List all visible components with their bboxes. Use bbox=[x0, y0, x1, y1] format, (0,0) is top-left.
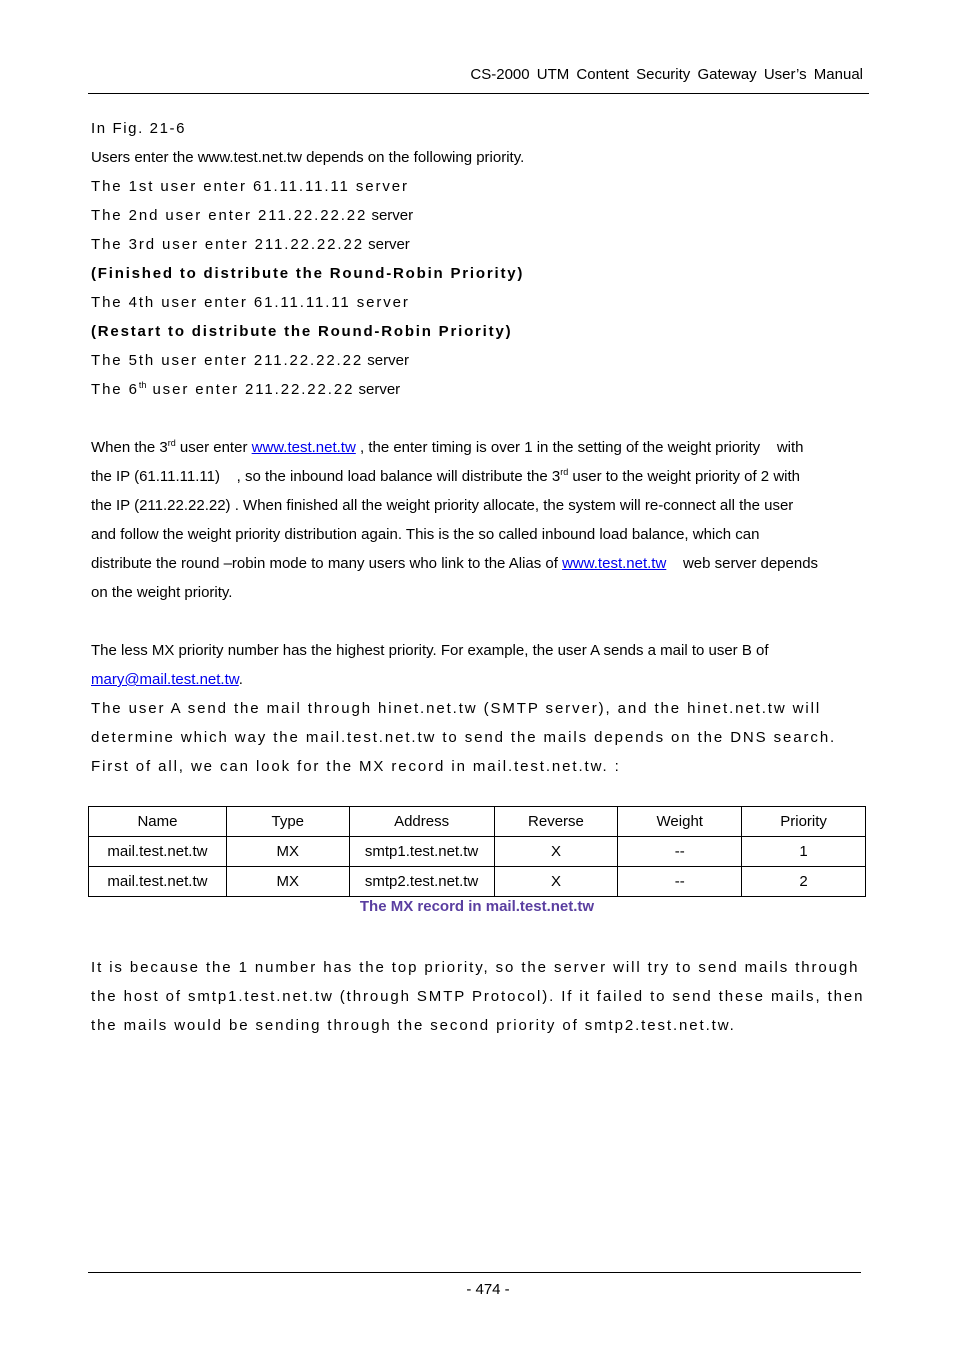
email-link[interactable]: mary@mail.test.net.tw bbox=[91, 671, 239, 688]
table-cell: smtp2.test.net.tw bbox=[349, 867, 494, 897]
weight-para-line-3: the IP (211.22.22.22) . When finished all the weight priority allocate, the system will re-connect all the user bbox=[91, 497, 794, 514]
mx-para-line-3: The user A send the mail through hinet.net.tw (SMTP server), and the hinet.net.tw will bbox=[91, 700, 822, 717]
table-cell: MX bbox=[226, 867, 349, 897]
user-1-line: The 1st user enter 61.11.11.11 server bbox=[91, 178, 409, 195]
finished-note: (Finished to distribute the Round-Robin Priority) bbox=[91, 265, 525, 282]
test-site-link[interactable]: www.test.net.tw bbox=[251, 439, 356, 456]
user-4-line: The 4th user enter 61.11.11.11 server bbox=[91, 294, 410, 311]
table-row bbox=[89, 837, 866, 867]
alias-site-link[interactable]: www.test.net.tw bbox=[562, 555, 667, 572]
mx-para-line-5: First of all, we can look for the MX record in mail.test.net.tw. : bbox=[91, 758, 621, 775]
table-cell: X bbox=[494, 837, 618, 867]
table-cell: -- bbox=[618, 837, 742, 867]
table-cell: smtp1.test.net.tw bbox=[349, 837, 494, 867]
table-cell: 1 bbox=[742, 837, 866, 867]
closing-paragraph bbox=[91, 953, 867, 1040]
weight-para-line-2: the IP (61.11.11.11) , so the inbound load balance will distribute the 3rd user to the weight priority of 2 with bbox=[91, 467, 800, 485]
header-cell: Priority bbox=[742, 807, 866, 837]
table-cell: -- bbox=[618, 867, 742, 897]
weight-para-line-4: and follow the weight priority distribution again. This is the so called inbound load balance, which can bbox=[91, 526, 760, 543]
closing-line-2: the host of smtp1.test.net.tw (through SMTP Protocol). If it failed to send these mails, then bbox=[91, 988, 865, 1005]
restart-note: (Restart to distribute the Round-Robin Priority) bbox=[91, 323, 513, 340]
user-5-line: The 5th user enter 211.22.22.22 server bbox=[91, 352, 409, 369]
page-number: - 474 - bbox=[466, 1281, 510, 1298]
user-2-line: The 2nd user enter 211.22.22.22 server bbox=[91, 207, 414, 224]
mx-para-line-2: mary@mail.test.net.tw. bbox=[91, 671, 243, 688]
page-header-title: CS-2000 UTM Content Security Gateway User’s Manual bbox=[470, 66, 863, 83]
header-cell: Type bbox=[226, 807, 349, 837]
table-cell: X bbox=[494, 867, 618, 897]
table-cell: mail.test.net.tw bbox=[89, 837, 227, 867]
mx-record-table-wrapper bbox=[88, 806, 866, 897]
footer-divider bbox=[88, 1272, 861, 1273]
table-cell: mail.test.net.tw bbox=[89, 867, 227, 897]
header-cell: Address bbox=[349, 807, 494, 837]
intro-lead: Users enter the www.test.net.tw depends on the following priority. bbox=[91, 149, 525, 166]
header-cell: Weight bbox=[618, 807, 742, 837]
closing-line-3: the mails would be sending through the second priority of smtp2.test.net.tw. bbox=[91, 1017, 736, 1034]
closing-line-1: It is because the 1 number has the top priority, so the server will try to send mails through bbox=[91, 959, 860, 976]
table-cell: 2 bbox=[742, 867, 866, 897]
table-header-row bbox=[89, 807, 866, 837]
main-content bbox=[91, 114, 867, 781]
weight-para-line-6: on the weight priority. bbox=[91, 584, 233, 601]
user-3-line: The 3rd user enter 211.22.22.22 server bbox=[91, 236, 410, 253]
weight-para-line-5: distribute the round –robin mode to many users who link to the Alias of www.test.net.tw web server depends bbox=[91, 555, 819, 572]
header-divider bbox=[88, 93, 869, 94]
table-row bbox=[89, 867, 866, 897]
mx-para-line-1: The less MX priority number has the highest priority. For example, the user A sends a mail to user B of bbox=[91, 642, 769, 659]
user-6-line: The 6th user enter 211.22.22.22 server bbox=[91, 380, 401, 398]
mx-para-line-4: determine which way the mail.test.net.tw to send the mails depends on the DNS search. bbox=[91, 729, 837, 746]
table-cell: MX bbox=[226, 837, 349, 867]
fig-reference: In Fig. 21-6 bbox=[91, 120, 187, 137]
table-caption: The MX record in mail.test.net.tw bbox=[359, 898, 595, 915]
mx-record-table bbox=[88, 806, 866, 897]
header-cell: Name bbox=[89, 807, 227, 837]
weight-para-line-1: When the 3rd user enter www.test.net.tw , the enter timing is over 1 in the setting of the weight priority with bbox=[91, 438, 804, 456]
header-cell: Reverse bbox=[494, 807, 618, 837]
